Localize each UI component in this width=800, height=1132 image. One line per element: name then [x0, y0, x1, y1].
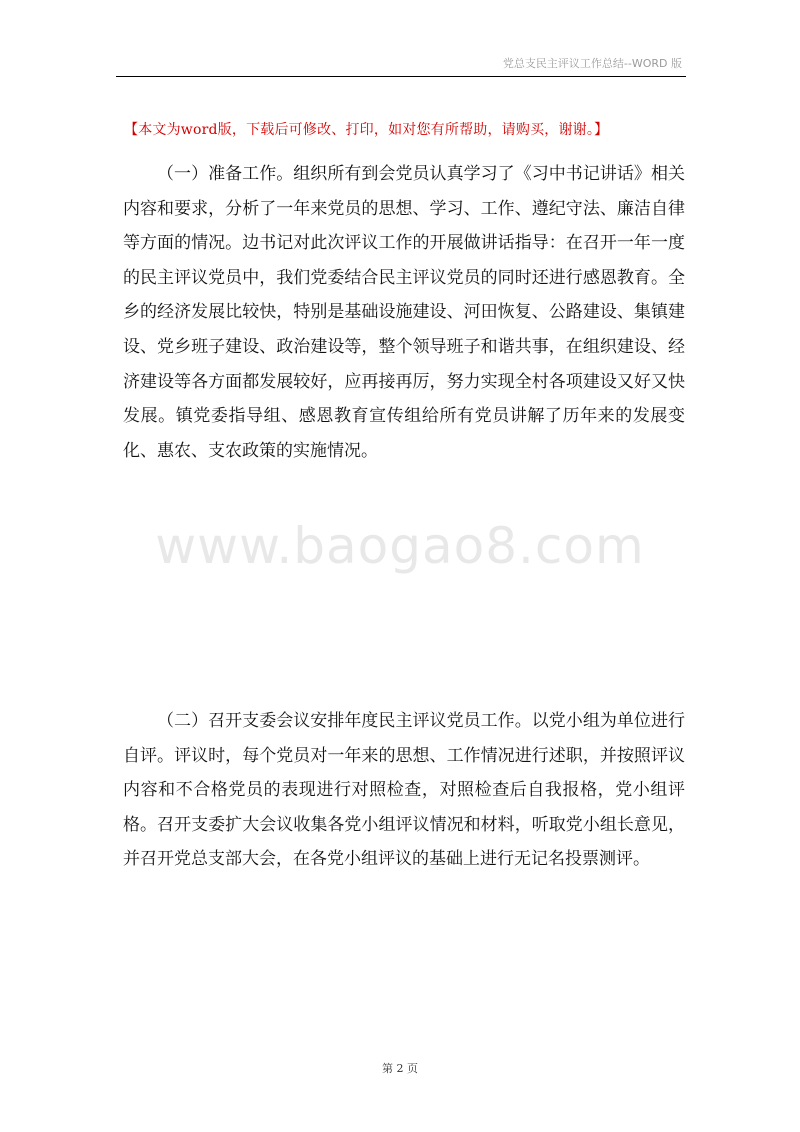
header-divider — [116, 76, 686, 77]
watermark: www.baogao8.com — [155, 517, 645, 575]
running-header: 党总支民主评议工作总结--WORD 版 — [502, 57, 682, 70]
page-number: 第 2 页 — [382, 1062, 418, 1075]
purchase-notice: 【本文为word版，下载后可修改、打印，如对您有所帮助，请购买，谢谢。】 — [124, 122, 609, 138]
paragraph-preparation: （一）准备工作。组织所有到会党员认真学习了《习中书记讲话》相关内容和要求，分析了一年来党员的思想、学习、工作、遵纪守法、廉洁自律等方面的情况。边书记对此次评议工作的开展做讲话指导：在召开一年一度的民主评议党员中，我们党委结合民主评议党员的同时还进行感恩教育。全乡的经济发展比较快，特别是基础设施建设、河田恢复、公路建设、集镇建设、党乡班子建设、政治建设等，整个领导班子和谐共事，在组织建设、经济建设等各方面都发展较好，应再接再厉，努力实现全村各项建设又好又快发展。镇党委指导组、感恩教育宣传组给所有党员讲解了历年来的发展变化、惠农、支农政策的实施情况。 — [123, 164, 685, 461]
paragraph-committee-meeting: （二）召开支委会议安排年度民主评议党员工作。以党小组为单位进行自评。评议时，每个党员对一年来的思想、工作情况进行述职，并按照评议内容和不合格党员的表现进行对照检查，对照检查后自我报格，党小组评格。召开支委扩大会议收集各党小组评议情况和材料，听取党小组长意见，并召开党总支部大会，在各党小组评议的基础上进行无记名投票测评。 — [123, 711, 685, 870]
